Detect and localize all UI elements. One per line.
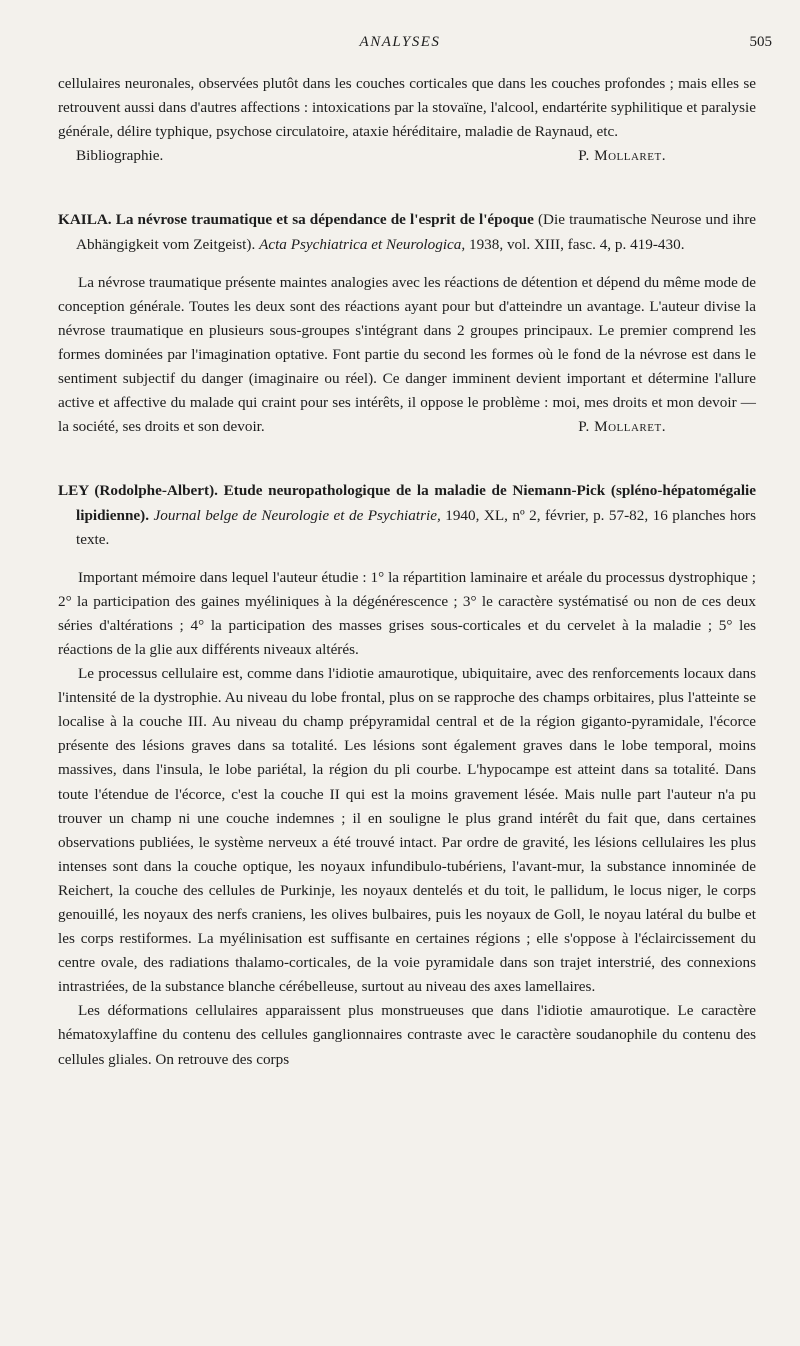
entry-paragraph: Les déformations cellulaires apparaissent plus monstrueuses que dans l'idiotie amaurotique. Le caractère hématoxylaffine du contenu des cellules ganglionnaires contraste avec le caractère soudanophile du contenu des cellules gliales. On retrouve des corps [58,1002,756,1068]
entry-author: KAILA. [58,211,112,229]
entry-original-title: (Die traumatische Neurose und ihre Abhängigkeit vom Zeitgeist). [76,211,757,253]
running-title: ANALYSES [359,34,441,50]
entry-heading [58,479,756,551]
entry-author: LEY (Rodolphe-Albert). [58,482,218,500]
entry-journal: Acta Psychiatrica et Neurologica, [259,235,466,253]
entry-heading [58,208,756,256]
analysis-entry-ley [58,479,756,1071]
entry-paragraph: Le processus cellulaire est, comme dans l'idiotie amaurotique, ubiquitaire, avec des renforcements locaux dans l'intensité de la dystrophie. Au niveau du lobe frontal, plus on se rapproche des champs orbitaires, plus l'atteinte se localise à la couche III. Au niveau du champ prépyramidal central et de la région giganto-pyramidale, l'écorce présente des lésions graves dans sa totalité. Les lésions sont également graves dans le lobe temporal, moins massives, dans l'insula, le lobe pariétal, la région du pli courbe. L'hypocampe est atteint dans sa totalité. Dans toute l'étendue de l'écorce, c'est la couche II qui est la moins gravement lésée. Mais nulle part l'auteur n'a pu trouver un champ ni une couche indemnes ; il en souligne le plus grand intérêt du fait que, dans certaines observations publiées, le système nerveux a été trouvé intact. Par ordre de gravité, les lésions cellulaires les plus intenses sont dans la couche optique, les noyaux infundibulo-tubériens, l'avant-mur, la substance innominée de Reichert, la couche des cellules de Purkinje, les noyaux dentelés et du toit, le pallidum, le locus niger, le corps genouillé, les noyaux des nerfs craniens, les olives bulbaires, puis les noyaux de Goll, le noyau latéral du bulbe et les corps restiformes. La myélinisation est suffisante en certaines régions ; elle s'oppose à l'éclaircissement du centre ovale, des radiations thalamo-corticales, de la voie pyramidale dans son trajet interstrié, des connexions intrastriées, de la substance blanche cérébelleuse, surtout au niveau des axes lamellaires. [58,665,756,996]
entry-citation: 1940, XL, nº 2, février, p. 57-82, 16 planches hors texte. [76,506,757,548]
entry-paragraph: La névrose traumatique présente maintes analogies avec les réactions de détention et dépend du même mode de conception générale. Toutes les deux sont des réactions ayant pour but d'atteindre un avantage. L'auteur divise la névrose traumatique en plusieurs sous-groupes s'intégrant dans 2 groupes principaux. Le premier comprend les formes dominées par l'imagination optative. Font partie du second les formes où le fond de la névrose est dans le sentiment subjectif du danger (imaginaire ou réel). Ce danger imminent devient important et détermine l'allure active et affective du malade qui craint pour ses intérêts, il oppose le problème : moi, mes droits et mon devoir — la société, ses droits et son devoir. [58,273,756,436]
entry-title: La névrose traumatique et sa dépendance de l'esprit de l'époque [115,211,534,229]
page-number: 505 [749,34,772,50]
entry-journal: Journal belge de Neurologie et de Psychiatrie, [153,506,441,524]
bibliography-note: Bibliographie. [76,147,164,165]
analysis-entry-kaila [58,208,756,439]
entry-citation: 1938, vol. XIII, fasc. 4, p. 419-430. [468,235,685,253]
entry-paragraph: Important mémoire dans lequel l'auteur étudie : 1° la répartition laminaire et aréale du processus dystrophique ; 2° la participation des gaines myéliniques à la dégénérescence ; 3° le caractère systématisé ou non de ces deux séries d'altérations ; 4° la participation des masses grises sous-corticales et du cervelet à la maladie ; 5° les réactions de la glie aux différents niveaux altérés. [58,568,756,658]
signature: P. Mollaret. [578,418,666,436]
entry-title: Etude neuropathologique de la maladie de Niemann-Pick (spléno-hépatomégalie lipidienne). [76,482,757,524]
continued-paragraph: cellulaires neuronales, observées plutôt dans les couches corticales que dans les couches profondes ; mais elles se retrouvent aussi dans d'autres affections : intoxications par la stovaïne, l'alcool, endartérite syphilitique et paralysie générale, délire typhique, psychose circulatoire, ataxie héréditaire, maladie de Raynaud, etc. [58,75,756,141]
page-body [58,72,756,1072]
running-head [0,34,800,56]
signature: P. Mollaret. [578,147,666,165]
